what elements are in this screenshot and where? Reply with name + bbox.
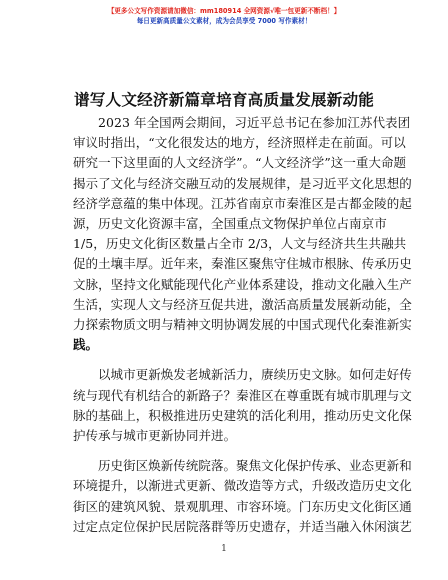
text-line: 文脉，坚持文化赋能现代化产业体系建设，推动文化融入生产	[73, 276, 412, 292]
text-line: 以城市更新焕发老城新活力，赓续历史文脉。如何走好传	[98, 367, 412, 383]
text-line: 生活，实现人文与经济互促共进，激活高质量发展新动能，全	[73, 296, 412, 312]
text-line: 环境提升，以渐进式更新、微改造等方式，升级改造历史文化	[73, 478, 412, 494]
text-line: 促的土壤丰厚。近年来，秦淮区聚焦守住城市根脉、传承历史	[73, 256, 412, 272]
page-number: 1	[221, 544, 227, 554]
text-line: 统与现代有机结合的新路子？秦淮区在尊重既有城市肌理与文	[73, 387, 412, 403]
text-line: 力探索物质文明与精神文明协调发展的中国式现代化秦淮新实	[73, 317, 412, 333]
text-line: 2023 年全国两会期间，习近平总书记在参加江苏代表团	[98, 115, 411, 130]
text-line: 经济学意蕴的集中体现。江苏省南京市秦淮区是古都金陵的起	[73, 195, 412, 211]
paragraph-3	[73, 456, 412, 537]
text-line: 揭示了文化与经济交融互动的发展规律，是习近平文化思想的	[73, 175, 412, 191]
paragraph-1	[73, 113, 412, 355]
text-line: 历史街区焕新传统院落。聚焦文化保护传承、业态更新和	[98, 458, 412, 474]
text-line: 过定点定位保护民居院落群等历史遗存，并适当融入休闲演艺	[73, 518, 412, 534]
promo-banner-line2: 每日更新高质量公文素材，成为会员享受 7000 写作素材！	[136, 17, 312, 25]
promo-banner	[0, 6, 448, 26]
text-line: 护传承与城市更新协同并进。	[73, 428, 237, 444]
document-body	[73, 113, 412, 537]
text-line: 审议时指出，“文化很发达的地方，经济照样走在前面。可以	[73, 135, 406, 151]
text-line: 研究一下这里面的人文经济学”。“人文经济学”这一重大命题	[73, 155, 407, 171]
promo-banner-line1: 【更多公文写作资源请加微信：mm180914 全网资源√唯一包更新不断档！】	[107, 7, 341, 15]
document-title: 谱写人文经济新篇章培育高质量发展新动能	[73, 91, 375, 109]
text-line: 源，历史文化资源丰富，全国重点文物保护单位占南京市	[73, 216, 387, 232]
paragraph-2	[73, 365, 412, 446]
text-line: 街区的建筑风貌、景观肌理、市容环境。门东历史文化街区通	[73, 498, 412, 514]
text-line: 脉的基础上，积极推进历史建筑的活化利用，推动历史文化保	[73, 407, 412, 423]
text-line: 践。	[73, 337, 99, 353]
text-line: 1/5，历史文化街区数量占全市 2/3，人文与经济共生共融共	[73, 236, 407, 252]
